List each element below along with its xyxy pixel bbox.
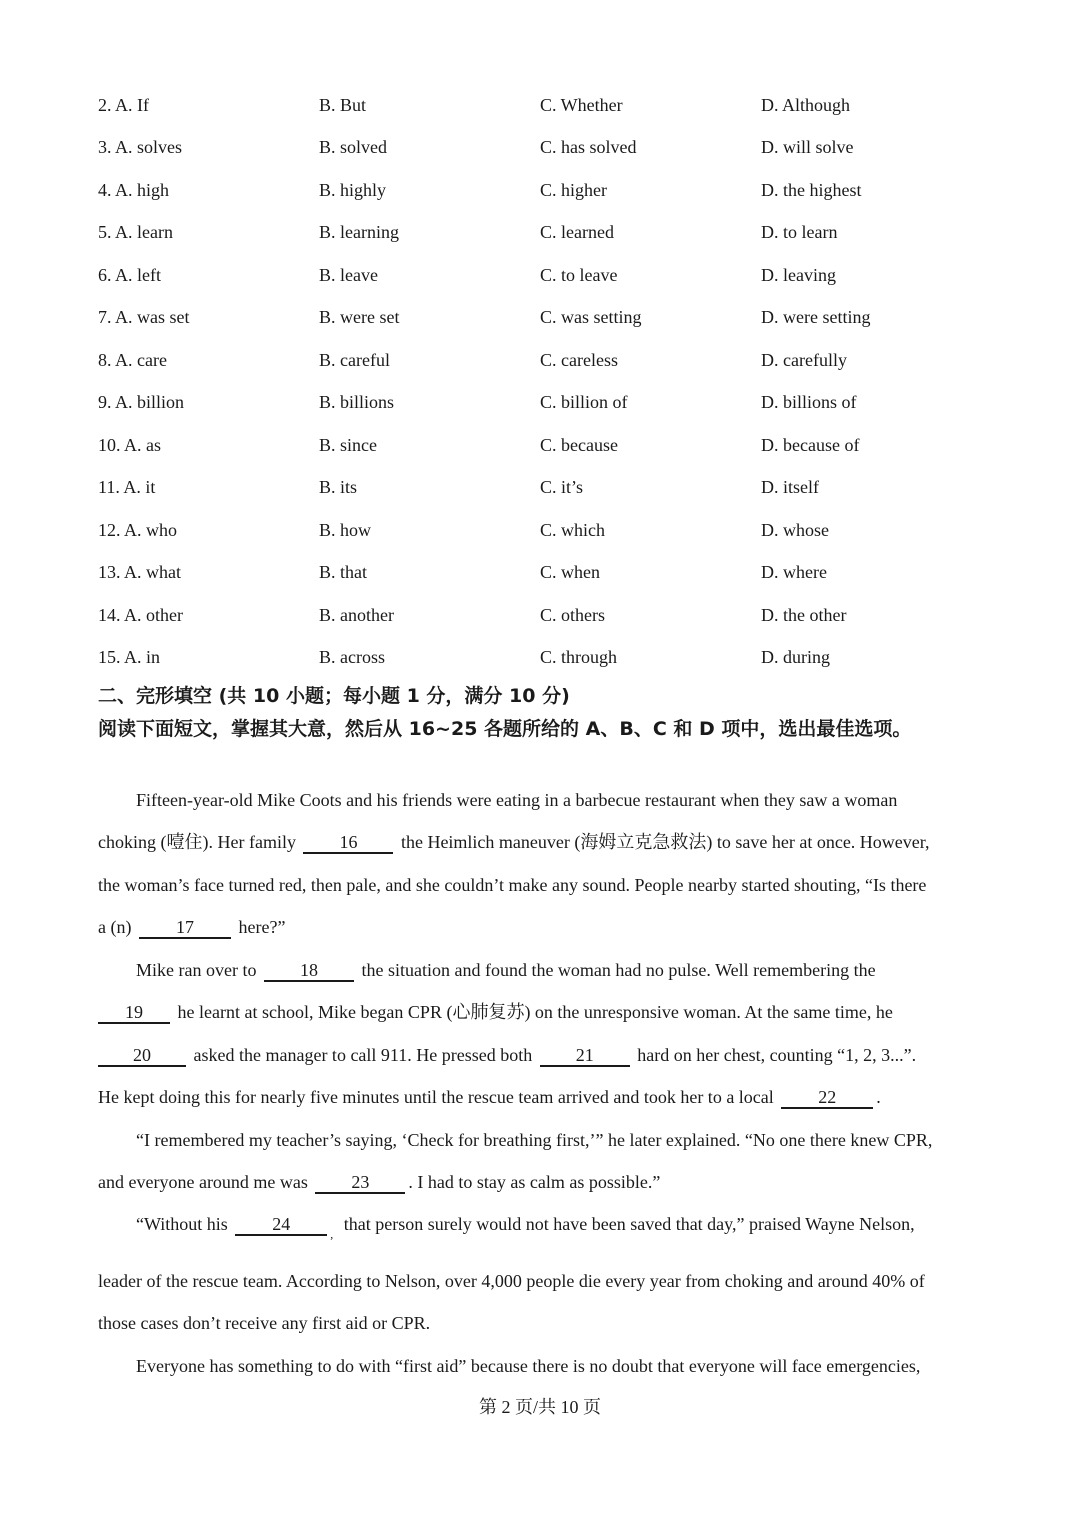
option-row-5 (0, 220, 1080, 260)
option-d: D. billions of (761, 392, 857, 412)
option-b: B. were set (319, 307, 400, 327)
passage-text: hard on her chest, counting “1, 2, 3...”. (637, 1045, 917, 1065)
option-c: C. has solved (540, 137, 637, 157)
option-c: C. others (540, 605, 605, 625)
option-row-6 (0, 263, 1080, 303)
option-b: B. another (319, 605, 394, 625)
option-a: 10. A. as (98, 435, 161, 455)
option-c: C. it’s (540, 477, 584, 497)
option-row-3 (0, 135, 1080, 175)
passage-line (98, 1311, 430, 1335)
option-b: B. leave (319, 265, 378, 285)
option-row-7 (0, 305, 1080, 345)
passage-line (98, 1000, 893, 1024)
option-b: B. since (319, 435, 377, 455)
option-row-14 (0, 603, 1080, 643)
option-c: C. because (540, 435, 618, 455)
option-row-4 (0, 178, 1080, 218)
option-c: C. which (540, 520, 605, 540)
passage-text: the situation and found the woman had no pulse. Well remembering the (361, 960, 876, 980)
option-a: 7. A. was set (98, 307, 190, 327)
option-b: B. how (319, 520, 372, 540)
passage-text: . (876, 1087, 881, 1107)
option-row-13 (0, 560, 1080, 600)
passage-text: “Without his (136, 1214, 228, 1234)
option-a: 13. A. what (98, 562, 181, 582)
blank-16: 16 (303, 832, 393, 854)
option-c: C. through (540, 647, 618, 667)
option-a: 14. A. other (98, 605, 183, 625)
option-b: B. learning (319, 222, 399, 242)
blank-20: 20 (98, 1045, 186, 1067)
option-c: C. when (540, 562, 600, 582)
passage-line (98, 915, 285, 939)
passage-text: that person surely would not have been saved that day,” praised Wayne Nelson, (343, 1214, 915, 1234)
option-row-8 (0, 348, 1080, 388)
option-b: B. solved (319, 137, 388, 157)
passage-text: and everyone around me was (98, 1172, 308, 1192)
passage-text: asked the manager to call 911. He pressed both (193, 1045, 533, 1065)
option-a: 5. A. learn (98, 222, 173, 242)
option-b: B. its (319, 477, 358, 497)
option-row-9 (0, 390, 1080, 430)
passage-text: the woman’s face turned red, then pale, and she couldn’t make any sound. People nearby started shouting, “Is there (98, 875, 927, 895)
option-d: D. leaving (761, 265, 836, 285)
passage-text: , (330, 1227, 334, 1241)
blank-17: 17 (139, 917, 231, 939)
option-d: D. to learn (761, 222, 838, 242)
passage-text: leader of the rescue team. According to Nelson, over 4,000 people die every year from choking and around 40% of (98, 1271, 925, 1291)
option-a: 8. A. care (98, 350, 167, 370)
option-row-10 (0, 433, 1080, 473)
option-d: D. will solve (761, 137, 854, 157)
option-b: B. across (319, 647, 385, 667)
passage-text: the Heimlich maneuver (海姆立克急救法) to save her at once. However, (400, 832, 930, 852)
passage-text: here?” (238, 917, 286, 937)
passage-line (136, 788, 897, 812)
option-a: 6. A. left (98, 265, 161, 285)
option-a: 4. A. high (98, 180, 170, 200)
option-a: 15. A. in (98, 647, 161, 667)
passage-line (136, 1354, 920, 1378)
option-b: B. careful (319, 350, 390, 370)
section-instruction: 阅读下面短文，掌握其大意，然后从 16~25 各题所给的 A、B、C 和 D 项中，选出最佳选项。 (98, 718, 912, 740)
passage-text: Mike ran over to (136, 960, 257, 980)
blank-22: 22 (781, 1087, 873, 1109)
passage-line (98, 1269, 925, 1293)
option-a: 9. A. billion (98, 392, 185, 412)
passage-text: choking (噎住). Her family (98, 832, 296, 852)
option-d: D. whose (761, 520, 829, 540)
passage-line (98, 873, 926, 897)
option-a: 12. A. who (98, 520, 178, 540)
option-d: D. because of (761, 435, 860, 455)
passage-line (98, 830, 930, 854)
option-c: C. learned (540, 222, 614, 242)
passage-text: He kept doing this for nearly five minutes until the rescue team arrived and took her to a local (98, 1087, 774, 1107)
option-row-15 (0, 645, 1080, 685)
passage-text: . I had to stay as calm as possible.” (408, 1172, 661, 1192)
passage-text: Fifteen-year-old Mike Coots and his friends were eating in a barbecue restaurant when they saw a woman (136, 790, 898, 810)
option-row-2 (0, 93, 1080, 133)
passage-line (98, 1043, 916, 1067)
option-b: B. that (319, 562, 367, 582)
option-c: C. Whether (540, 95, 623, 115)
option-a: 3. A. solves (98, 137, 183, 157)
option-row-11 (0, 475, 1080, 515)
option-b: B. highly (319, 180, 387, 200)
option-a: 11. A. it (98, 477, 156, 497)
option-c: C. was setting (540, 307, 642, 327)
option-a: 2. A. If (98, 95, 149, 115)
blank-23: 23 (315, 1172, 405, 1194)
option-d: D. carefully (761, 350, 847, 370)
passage-line (98, 1170, 660, 1194)
option-d: D. Although (761, 95, 851, 115)
option-row-12 (0, 518, 1080, 558)
option-d: D. itself (761, 477, 819, 497)
blank-24: 24 (235, 1214, 327, 1236)
option-d: D. the other (761, 605, 847, 625)
passage-text: “I remembered my teacher’s saying, ‘Check for breathing first,’” he later explained. “No one there knew CPR, (136, 1130, 933, 1150)
passage-line (98, 1085, 881, 1109)
option-d: D. the highest (761, 180, 862, 200)
passage-text: Everyone has something to do with “first aid” because there is no doubt that everyone will face emergencies, (136, 1356, 921, 1376)
option-d: D. during (761, 647, 830, 667)
option-d: D. were setting (761, 307, 871, 327)
blank-18: 18 (264, 960, 354, 982)
option-c: C. to leave (540, 265, 618, 285)
passage-line (136, 1212, 915, 1241)
blank-19: 19 (98, 1002, 170, 1024)
option-b: B. billions (319, 392, 395, 412)
option-c: C. higher (540, 180, 607, 200)
option-b: B. But (319, 95, 367, 115)
option-d: D. where (761, 562, 827, 582)
passage-text: those cases don’t receive any first aid or CPR. (98, 1313, 431, 1333)
passage-line (136, 1128, 932, 1152)
passage-text: he learnt at school, Mike began CPR (心肺复苏) on the unresponsive woman. At the same time, he (177, 1002, 893, 1022)
passage-line (136, 958, 876, 982)
blank-21: 21 (540, 1045, 630, 1067)
passage-text: a (n) (98, 917, 132, 937)
option-c: C. careless (540, 350, 618, 370)
section-title: 二、完形填空 (共 10 小题；每小题 1 分，满分 10 分) (98, 685, 570, 707)
option-c: C. billion of (540, 392, 628, 412)
page-number: 第 2 页/共 10 页 (478, 1397, 601, 1417)
